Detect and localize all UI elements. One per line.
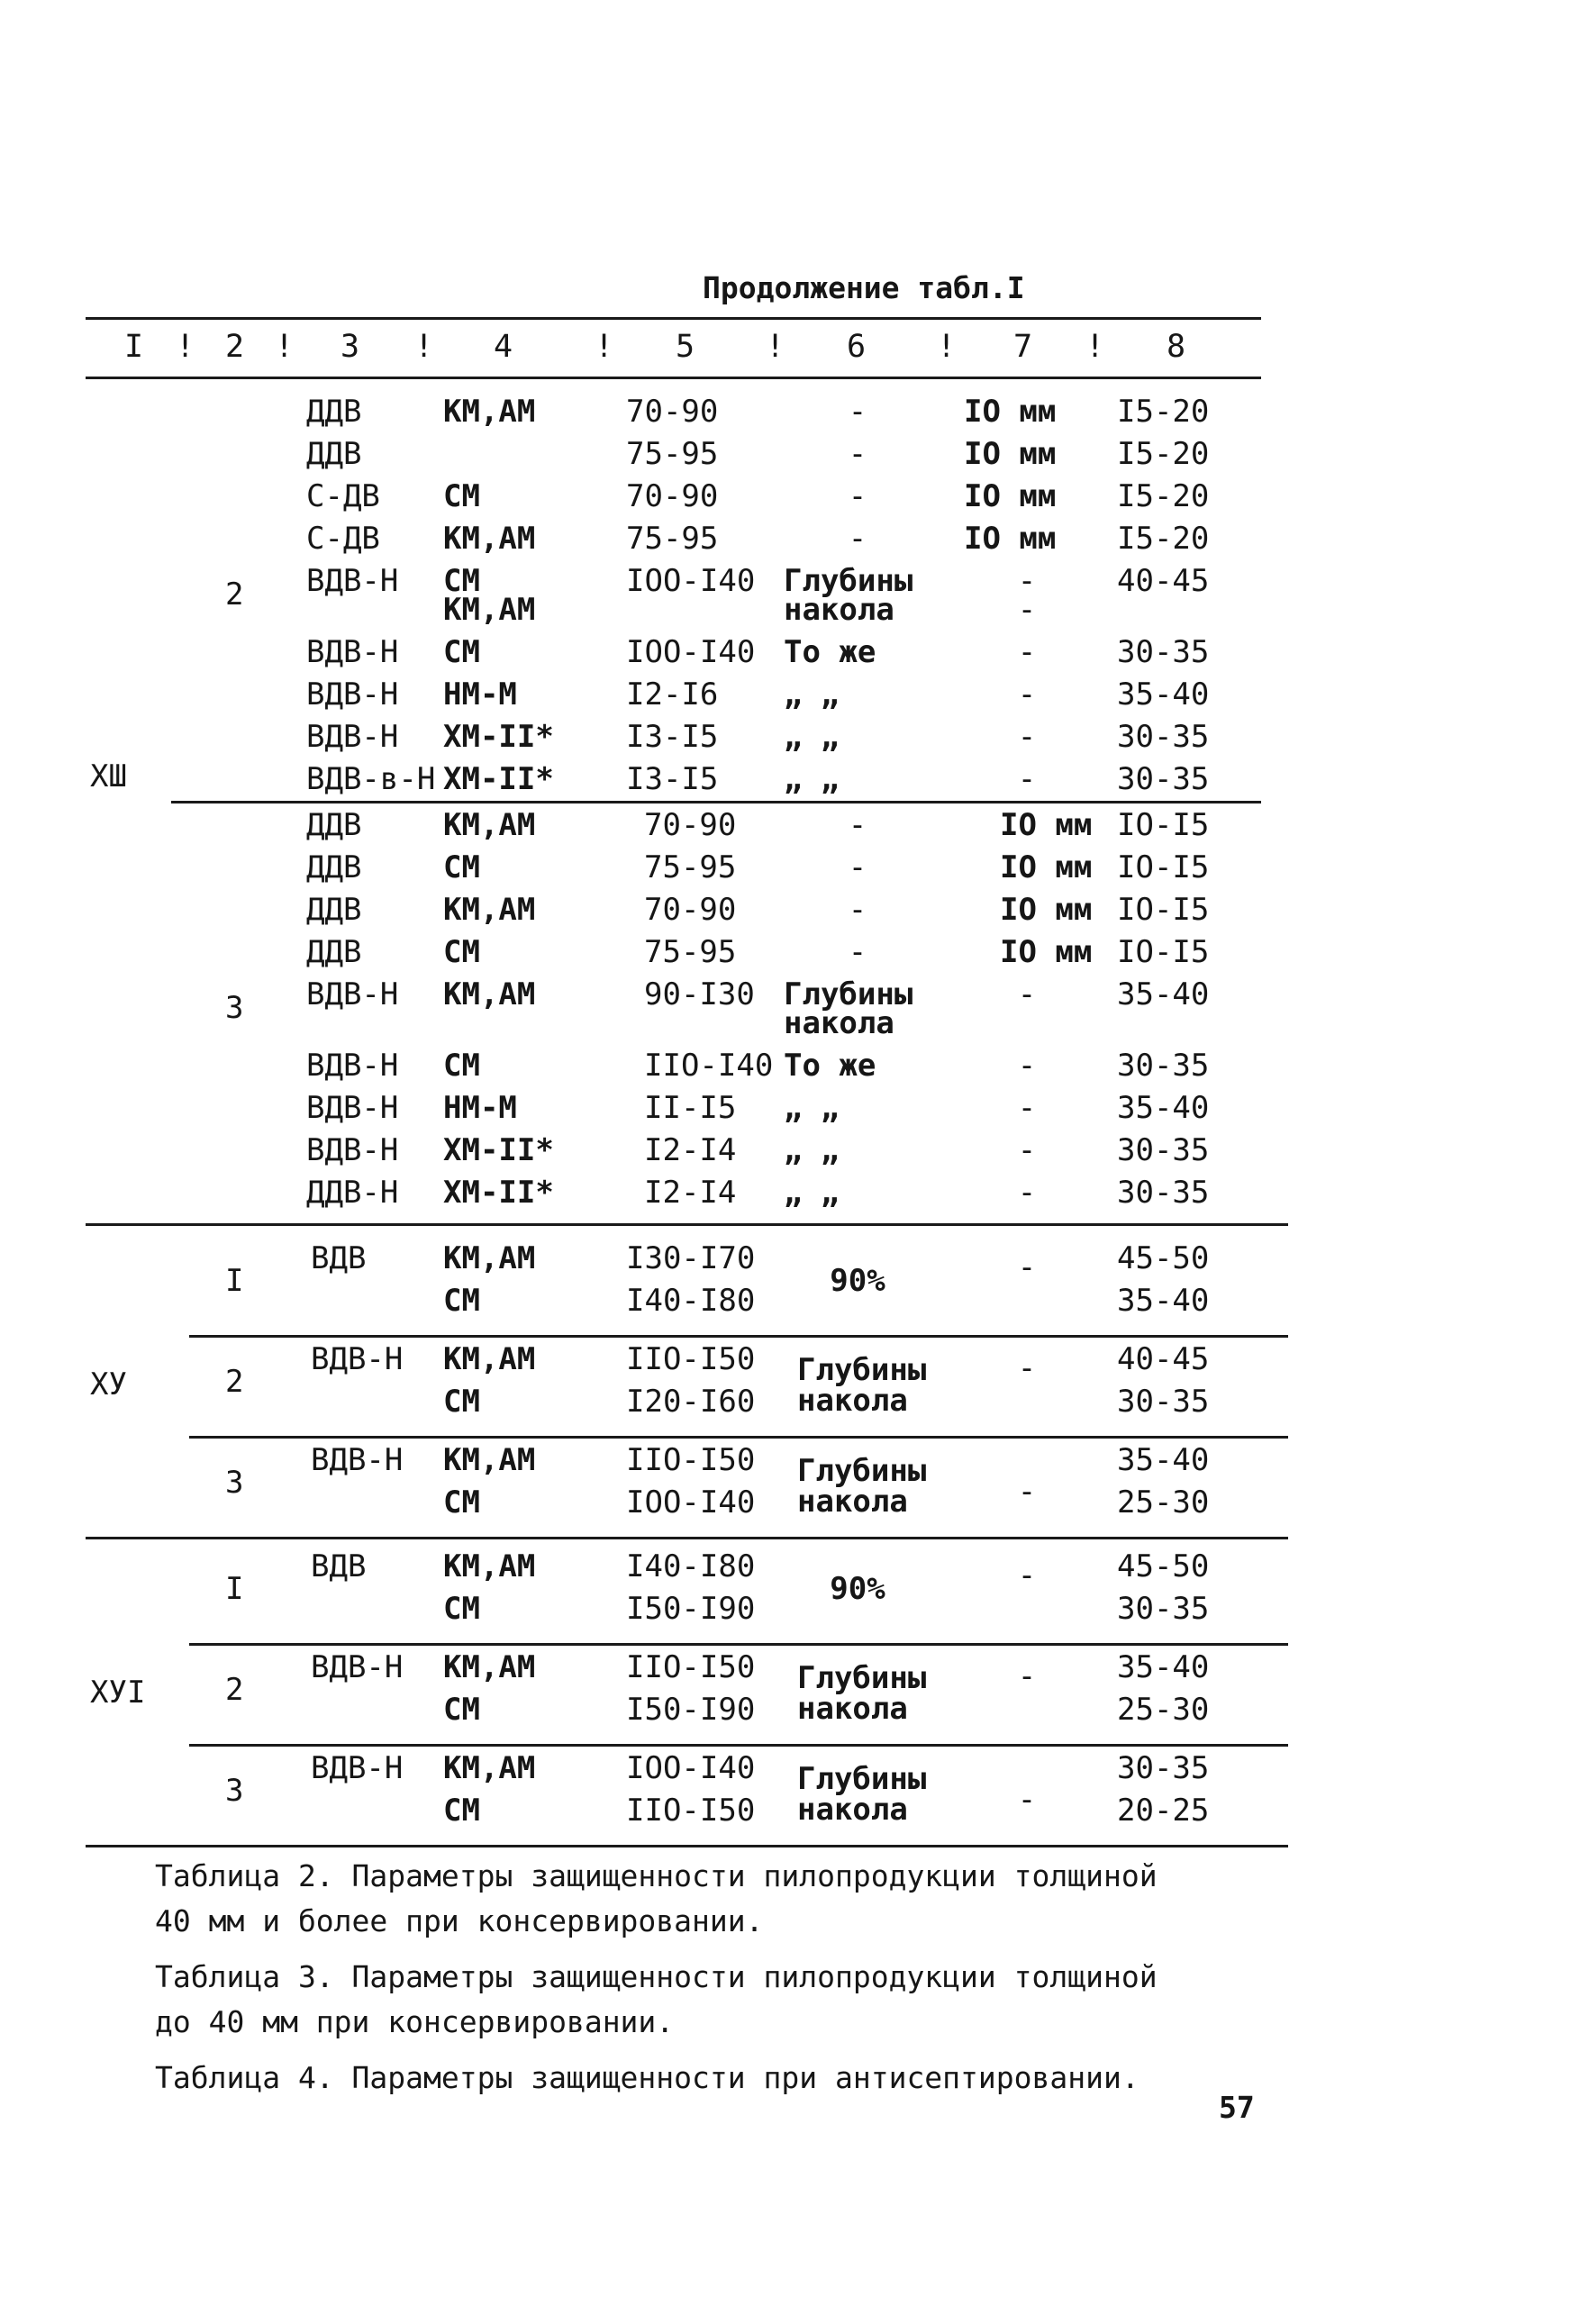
row-cell-col5: 90-I30 [644, 976, 755, 1012]
block-col8: 45-50 [1117, 1240, 1210, 1276]
caption-line: Таблица 2. Параметры защищенности пилопродукции толщиной [155, 1858, 1158, 1893]
row-cell-col6: накола [784, 1005, 894, 1041]
table-rule [86, 1223, 1288, 1226]
row-cell-col6: - [848, 892, 867, 928]
row-cell-col8: 30-35 [1117, 719, 1210, 755]
row-cell-col3: ДДВ [306, 934, 362, 970]
table-rule [189, 1643, 1288, 1646]
row-cell-col4: КМ,АМ [443, 976, 536, 1012]
row-cell-col4: ХМ-II* [443, 761, 554, 797]
row-cell-col3: ДДВ [306, 892, 362, 928]
row-cell-col3: ВДВ-Н [306, 1048, 399, 1084]
block-col4: СМ [443, 1793, 480, 1829]
row-cell-col4: КМ,АМ [443, 807, 536, 843]
row-cell-col5: I2-I6 [626, 676, 719, 713]
column-header-7: 7 [1013, 329, 1033, 365]
row-cell-col6: То же [784, 634, 876, 670]
block-col8: 25-30 [1117, 1484, 1210, 1521]
row-cell-col7: - [1017, 563, 1037, 599]
column-header-4: 4 [494, 329, 513, 365]
row-cell-col7: - [1017, 1048, 1037, 1084]
block-col8: 30-35 [1117, 1750, 1210, 1786]
block-col7: - [1017, 1474, 1037, 1510]
block-col3: ВДВ-Н [311, 1750, 404, 1786]
row-cell-col8: 30-35 [1117, 1132, 1210, 1168]
block-col5: IOO-I40 [626, 1484, 756, 1521]
row-cell-col5: 70-90 [626, 394, 719, 430]
group-label: ХШ [90, 758, 127, 794]
block-col6: Глубины [797, 1660, 927, 1696]
row-cell-col8: IO-I5 [1117, 934, 1210, 970]
row-cell-col7: - [1017, 634, 1037, 670]
block-col5: IIO-I50 [626, 1442, 756, 1478]
block-col6: накола [797, 1383, 908, 1419]
row-cell-col8: 30-35 [1117, 634, 1210, 670]
block-col7: - [1017, 1350, 1037, 1386]
row-cell-col8: I5-20 [1117, 478, 1210, 514]
row-cell-col5: 75-95 [626, 521, 719, 557]
row-cell-col7: IO мм [1000, 807, 1093, 843]
caption-line: 40 мм и более при консервировании. [155, 1903, 764, 1938]
row-cell-col5: IOO-I40 [626, 634, 756, 670]
row-cell-col6: - [848, 521, 867, 557]
table-rule [86, 317, 1261, 320]
row-cell-col6: „ „ [784, 1132, 840, 1168]
block-col4: СМ [443, 1384, 480, 1420]
row-cell-col7: IO мм [964, 394, 1057, 430]
row-cell-col6: „ „ [784, 1175, 840, 1211]
row-cell-col6: „ „ [784, 1090, 840, 1126]
row-cell-col6: - [848, 934, 867, 970]
row-cell-col8: 35-40 [1117, 676, 1210, 713]
row-cell-col7: - [1017, 592, 1037, 628]
row-cell-col6: Глубины [784, 976, 913, 1012]
table-rule [189, 1335, 1288, 1338]
caption-line: Таблица 4. Параметры защищенности при антисептировании. [155, 2060, 1140, 2095]
group-label: ХУI [90, 1675, 146, 1711]
column-separator: ! [766, 329, 785, 365]
subgroup-label: 3 [225, 989, 244, 1026]
block-col6: Глубины [797, 1453, 927, 1489]
row-cell-col3: ДДВ [306, 394, 362, 430]
row-cell-col5: 75-95 [626, 436, 719, 472]
column-header-1: I [124, 329, 144, 365]
block-col8: 35-40 [1117, 1442, 1210, 1478]
row-cell-col4: КМ,АМ [443, 892, 536, 928]
block-col4: КМ,АМ [443, 1240, 536, 1276]
block-col7: - [1017, 1782, 1037, 1818]
column-header-3: 3 [340, 329, 360, 365]
row-cell-col3: ДДВ [306, 807, 362, 843]
block-col8: 30-35 [1117, 1591, 1210, 1627]
column-separator: ! [595, 329, 614, 365]
block-col7: - [1017, 1658, 1037, 1694]
row-cell-col4: НМ-М [443, 1090, 517, 1126]
row-cell-col7: IO мм [964, 521, 1057, 557]
block-col8: 25-30 [1117, 1692, 1210, 1728]
row-cell-col6: - [848, 849, 867, 885]
row-cell-col3: ВДВ-в-Н [306, 761, 436, 797]
table-rule [86, 377, 1261, 379]
subgroup-label: 2 [225, 1672, 244, 1708]
subgroup-label: 3 [225, 1773, 244, 1809]
block-col8: 20-25 [1117, 1793, 1210, 1829]
row-cell-col7: - [1017, 1132, 1037, 1168]
row-cell-col3: ДДВ [306, 849, 362, 885]
column-header-5: 5 [676, 329, 695, 365]
row-cell-col5: I2-I4 [644, 1175, 737, 1211]
block-col4: СМ [443, 1591, 480, 1627]
row-cell-col4: СМ [443, 934, 480, 970]
row-cell-col8: 35-40 [1117, 976, 1210, 1012]
block-col5: IIO-I50 [626, 1341, 756, 1377]
row-cell-col7: IO мм [1000, 934, 1093, 970]
row-cell-col3: ДДВ [306, 436, 362, 472]
row-cell-col5: 75-95 [644, 849, 737, 885]
subgroup-label: I [225, 1571, 244, 1607]
continuation-title: Продолжение табл.I [703, 270, 1025, 305]
block-col5: I30-I70 [626, 1240, 756, 1276]
row-cell-col4: ХМ-II* [443, 719, 554, 755]
table-rule [189, 1436, 1288, 1439]
row-cell-col7: - [1017, 676, 1037, 713]
block-col5: I50-I90 [626, 1591, 756, 1627]
block-col6: накола [797, 1792, 908, 1828]
row-cell-col8: 30-35 [1117, 1175, 1210, 1211]
caption-line: Таблица 3. Параметры защищенности пилопродукции толщиной [155, 1959, 1158, 1994]
block-col8: 35-40 [1117, 1649, 1210, 1685]
column-separator: ! [937, 329, 957, 365]
subgroup-label: 2 [225, 576, 244, 613]
row-cell-col7: - [1017, 1175, 1037, 1211]
row-cell-col4: КМ,АМ [443, 592, 536, 628]
row-cell-col5: I3-I5 [626, 719, 719, 755]
row-cell-col6: „ „ [784, 676, 840, 713]
row-cell-col5: I2-I4 [644, 1132, 737, 1168]
block-col3: ВДВ [311, 1548, 367, 1584]
column-separator: ! [275, 329, 295, 365]
column-header-2: 2 [225, 329, 245, 365]
row-cell-col6: „ „ [784, 719, 840, 755]
row-cell-col4: СМ [443, 478, 480, 514]
column-separator: ! [176, 329, 195, 365]
row-cell-col3: ВДВ-Н [306, 634, 399, 670]
column-header-8: 8 [1167, 329, 1186, 365]
row-cell-col5: I3-I5 [626, 761, 719, 797]
block-col3: ВДВ [311, 1240, 367, 1276]
block-col5: I40-I80 [626, 1548, 756, 1584]
block-col4: КМ,АМ [443, 1341, 536, 1377]
column-separator: ! [414, 329, 434, 365]
block-col8: 40-45 [1117, 1341, 1210, 1377]
row-cell-col3: ВДВ-Н [306, 976, 399, 1012]
row-cell-col8: I5-20 [1117, 394, 1210, 430]
row-cell-col8: 30-35 [1117, 761, 1210, 797]
row-cell-col3: ВДВ-Н [306, 1132, 399, 1168]
row-cell-col8: 35-40 [1117, 1090, 1210, 1126]
row-cell-col6: - [848, 394, 867, 430]
block-col6: Глубины [797, 1352, 927, 1388]
block-col6: накола [797, 1484, 908, 1520]
row-cell-col7: - [1017, 719, 1037, 755]
row-cell-col7: IO мм [964, 478, 1057, 514]
column-header-6: 6 [847, 329, 867, 365]
row-cell-col7: - [1017, 761, 1037, 797]
block-col3: ВДВ-Н [311, 1341, 404, 1377]
block-col4: СМ [443, 1692, 480, 1728]
column-separator: ! [1085, 329, 1105, 365]
caption-line: до 40 мм при консервировании. [155, 2004, 675, 2039]
row-cell-col7: - [1017, 1090, 1037, 1126]
row-cell-col3: ВДВ-Н [306, 563, 399, 599]
block-col6: 90% [830, 1571, 885, 1607]
block-col6: Глубины [797, 1761, 927, 1797]
block-col5: IOO-I40 [626, 1750, 756, 1786]
row-cell-col5: 75-95 [644, 934, 737, 970]
row-cell-col7: IO мм [964, 436, 1057, 472]
block-col5: I20-I60 [626, 1384, 756, 1420]
block-col5: IIO-I50 [626, 1793, 756, 1829]
row-cell-col7: - [1017, 976, 1037, 1012]
row-cell-col5: II-I5 [644, 1090, 737, 1126]
block-col4: КМ,АМ [443, 1548, 536, 1584]
row-cell-col8: IO-I5 [1117, 807, 1210, 843]
row-cell-col6: „ „ [784, 761, 840, 797]
block-col4: СМ [443, 1484, 480, 1521]
row-cell-col3: ДДВ-Н [306, 1175, 399, 1211]
row-cell-col6: - [848, 436, 867, 472]
row-cell-col3: С-ДВ [306, 521, 380, 557]
block-col8: 45-50 [1117, 1548, 1210, 1584]
row-cell-col8: 30-35 [1117, 1048, 1210, 1084]
page-number: 57 [1219, 2090, 1255, 2125]
block-col7: - [1017, 1249, 1037, 1285]
row-cell-col6: То же [784, 1048, 876, 1084]
row-cell-col4: КМ,АМ [443, 521, 536, 557]
row-cell-col6: накола [784, 592, 894, 628]
block-col3: ВДВ-Н [311, 1442, 404, 1478]
block-col4: КМ,АМ [443, 1750, 536, 1786]
row-cell-col3: ВДВ-Н [306, 676, 399, 713]
row-cell-col4: СМ [443, 1048, 480, 1084]
row-cell-col4: НМ-М [443, 676, 517, 713]
block-col6: 90% [830, 1263, 885, 1299]
subgroup-label: I [225, 1263, 244, 1299]
block-col4: КМ,АМ [443, 1442, 536, 1478]
group-label: ХУ [90, 1366, 127, 1403]
row-cell-col8: IO-I5 [1117, 849, 1210, 885]
row-cell-col4: СМ [443, 849, 480, 885]
row-cell-col6: - [848, 807, 867, 843]
table-rule [189, 1744, 1288, 1747]
row-cell-col8: I5-20 [1117, 521, 1210, 557]
row-cell-col4: ХМ-II* [443, 1175, 554, 1211]
row-cell-col7: IO мм [1000, 892, 1093, 928]
row-cell-col4: СМ [443, 563, 480, 599]
row-cell-col7: IO мм [1000, 849, 1093, 885]
row-cell-col6: - [848, 478, 867, 514]
block-col5: I40-I80 [626, 1283, 756, 1319]
row-cell-col5: 70-90 [644, 807, 737, 843]
row-cell-col5: IIO-I40 [644, 1048, 774, 1084]
block-col5: IIO-I50 [626, 1649, 756, 1685]
row-cell-col3: ВДВ-Н [306, 719, 399, 755]
row-cell-col8: IO-I5 [1117, 892, 1210, 928]
subgroup-label: 2 [225, 1364, 244, 1400]
row-cell-col4: СМ [443, 634, 480, 670]
block-col8: 30-35 [1117, 1384, 1210, 1420]
row-cell-col5: 70-90 [644, 892, 737, 928]
block-col4: СМ [443, 1283, 480, 1319]
row-cell-col3: С-ДВ [306, 478, 380, 514]
table-rule [86, 1845, 1288, 1847]
block-col6: накола [797, 1691, 908, 1727]
block-col3: ВДВ-Н [311, 1649, 404, 1685]
row-cell-col8: I5-20 [1117, 436, 1210, 472]
row-cell-col5: 70-90 [626, 478, 719, 514]
row-cell-col6: Глубины [784, 563, 913, 599]
subgroup-label: 3 [225, 1465, 244, 1501]
block-col7: - [1017, 1557, 1037, 1593]
table-rule [171, 801, 1261, 803]
row-cell-col3: ВДВ-Н [306, 1090, 399, 1126]
block-col4: КМ,АМ [443, 1649, 536, 1685]
row-cell-col4: ХМ-II* [443, 1132, 554, 1168]
block-col5: I50-I90 [626, 1692, 756, 1728]
row-cell-col8: 40-45 [1117, 563, 1210, 599]
block-col8: 35-40 [1117, 1283, 1210, 1319]
table-rule [86, 1537, 1288, 1539]
row-cell-col4: КМ,АМ [443, 394, 536, 430]
row-cell-col5: IOO-I40 [626, 563, 756, 599]
